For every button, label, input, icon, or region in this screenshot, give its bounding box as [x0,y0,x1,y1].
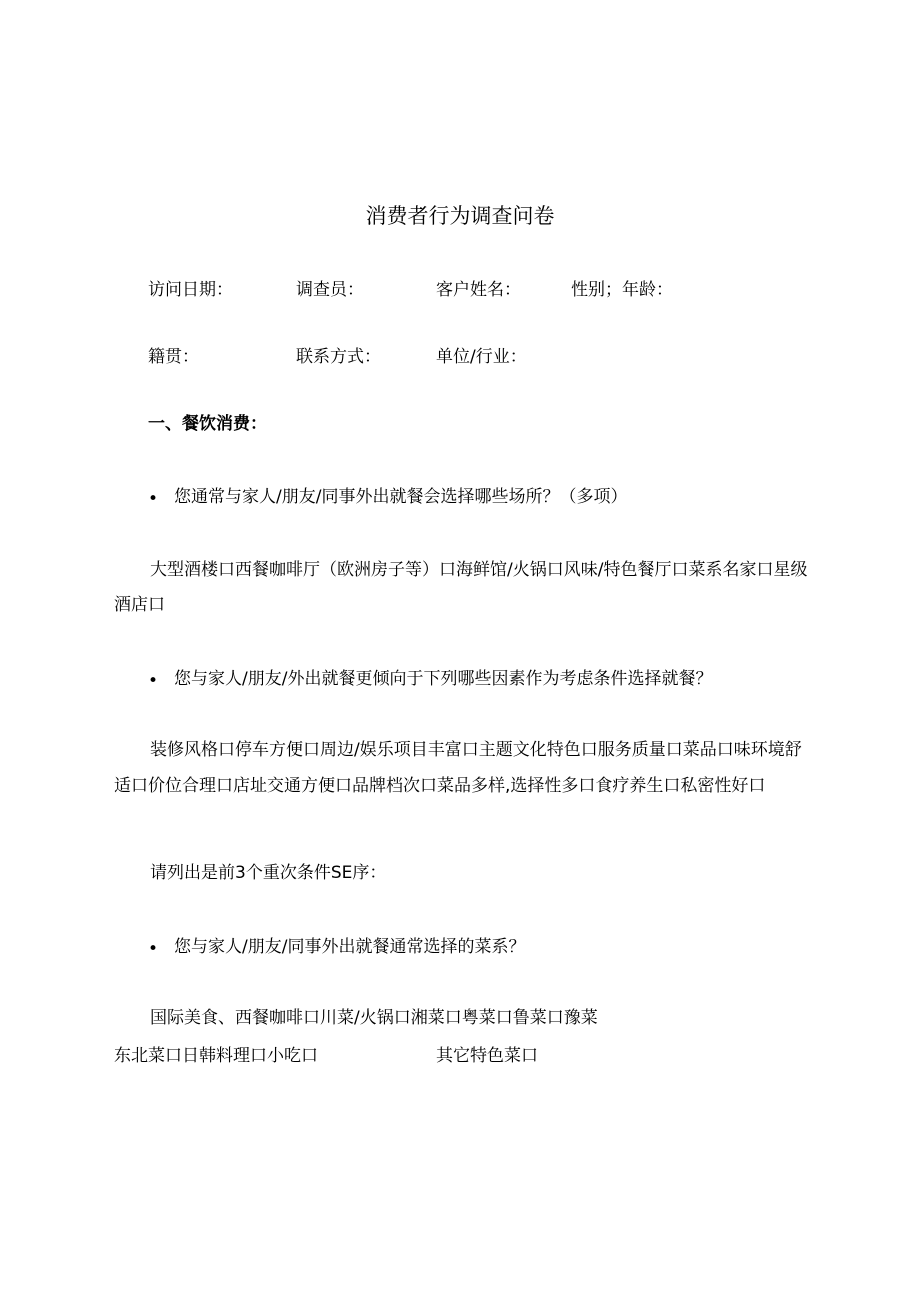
q2-options-line1: 装修风格口停车方便口周边/娱乐项目丰富口主题文化特色口服务质量口菜品口味环境舒 [150,740,802,760]
q2-options-line2: 适口价位合理口店址交通方便口品牌档次口菜品多样,选择性多口食疗养生口私密性好口 [114,776,766,796]
q1-options-line2: 酒店口 [114,595,165,615]
hometown-label: 籍贯： [148,347,199,367]
q1-options-line1: 大型酒楼口西餐咖啡厅（欧洲房子等）口海鲜馆/火锅口风味/特色餐厅口菜系名家口星级 [150,560,808,580]
contact-label: 联系方式： [296,347,381,367]
q3-options-line2b: 其它特色菜口 [436,1046,538,1066]
section-heading: 一、餐饮消费： [148,414,267,434]
q3-options-line2a: 东北菜口日韩料理口小吃口 [114,1046,318,1066]
q3-options-line1: 国际美食、西餐咖啡口川菜/火锅口湘菜口粤菜口鲁菜口豫菜 [150,1008,598,1028]
customer-name-label: 客户姓名： [436,280,521,300]
employer-label: 单位/行业： [436,347,527,367]
question-1: 您通常与家人/朋友/同事外出就餐会选择哪些场所？（多项） [174,487,628,507]
bullet-q3: • [148,939,159,959]
page-title: 消费者行为调查问卷 [365,204,555,228]
gender-age-label: 性别；年龄： [571,280,673,300]
question-2: 您与家人/朋友/外出就餐更倾向于下列哪些因素作为考虑条件选择就餐？ [174,669,713,689]
rank-prompt: 请列出是前3个重次条件SE序： [150,863,387,883]
bullet-q1: • [148,489,159,509]
bullet-q2: • [148,671,159,691]
visit-date-label: 访问日期： [148,280,233,300]
surveyor-label: 调查员： [296,280,364,300]
question-3: 您与家人/朋友/同事外出就餐通常选择的菜系？ [174,937,526,957]
